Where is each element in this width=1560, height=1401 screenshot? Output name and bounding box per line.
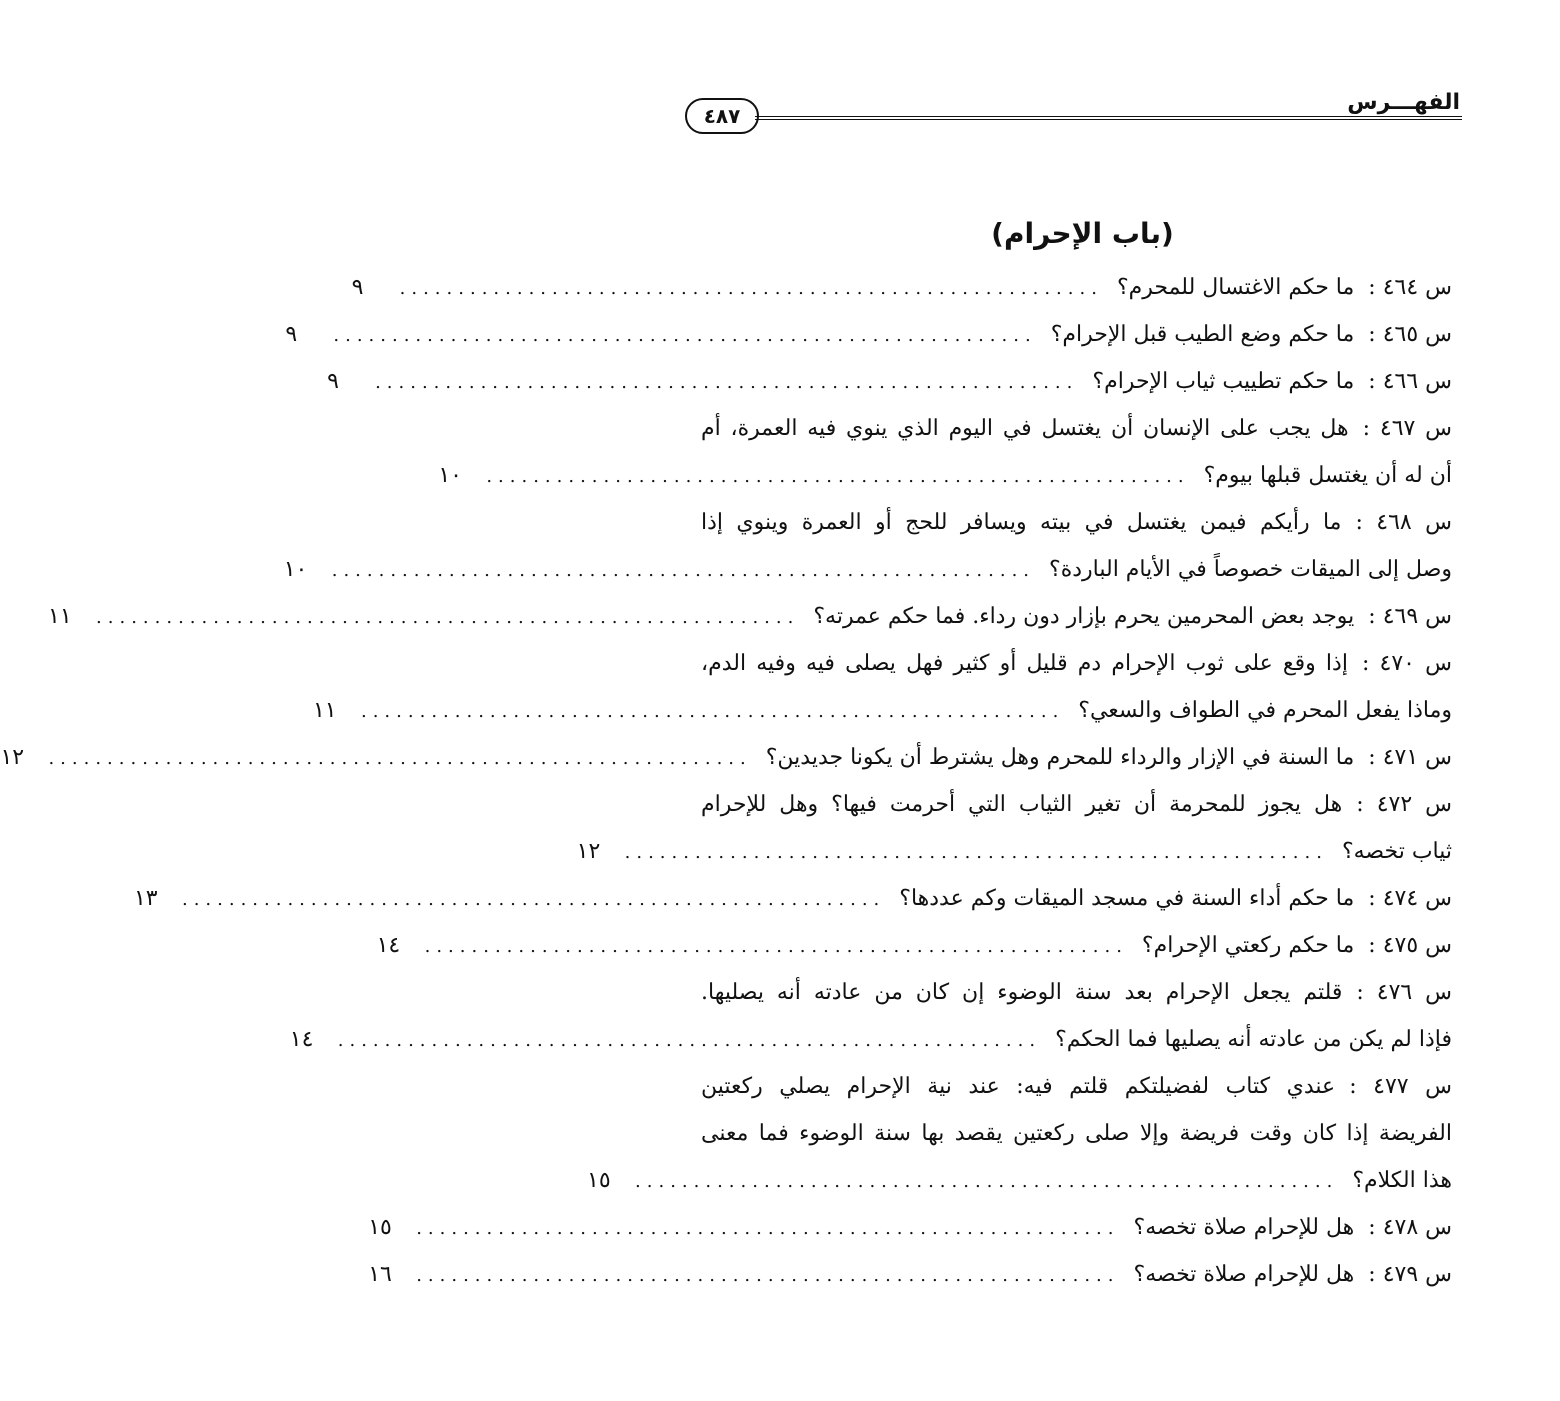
index-line xyxy=(368,1204,1452,1251)
question-number: س ٤٧٦ : xyxy=(1356,980,1453,1005)
index-line xyxy=(327,358,1452,405)
page-reference: ٩ xyxy=(327,369,339,394)
index-line xyxy=(312,687,1452,734)
dot-leader: ............................................................ xyxy=(416,1265,1120,1286)
question-text: هل للإحرام صلاة تخصه؟ xyxy=(1133,1215,1355,1240)
question-number: س ٤٧٧ : xyxy=(1349,1074,1452,1099)
question-text: هل يجب على الإنسان أن يغتسل في اليوم الذي ينوي فيه العمرة، أم xyxy=(701,416,1349,441)
index-line xyxy=(285,311,1452,358)
question-number: س ٤٦٨ : xyxy=(1355,510,1453,535)
dot-leader: ............................................................ xyxy=(635,1171,1339,1192)
dot-leader: ............................................................ xyxy=(624,842,1328,863)
question-text: ما السنة في الإزار والرداء للمحرم وهل يشترط أن يكونا جديدين؟ xyxy=(765,745,1355,770)
question-text: عندي كتاب لفضيلتكم قلتم فيه: عند نية الإحرام يصلي ركعتين xyxy=(701,1074,1336,1099)
dot-leader: ............................................................ xyxy=(181,889,886,910)
question-text: وصل إلى الميقات خصوصاً في الأيام الباردة؟ xyxy=(1049,557,1452,582)
question-number: س ٤٧٤ : xyxy=(1368,886,1452,911)
dot-leader: ............................................................ xyxy=(399,278,1103,299)
question-number: س ٤٧٥ : xyxy=(1368,933,1452,958)
page-reference: ١٦ xyxy=(368,1262,392,1287)
page-reference: ١٥ xyxy=(368,1215,392,1240)
question-number: س ٤٧٠ : xyxy=(1361,651,1452,676)
index-line xyxy=(701,969,1452,1016)
question-number: س ٤٦٥ : xyxy=(1368,322,1452,347)
dot-leader: ............................................................ xyxy=(331,560,1036,581)
dot-leader: ............................................................ xyxy=(337,1030,1042,1051)
question-number: س ٤٧٢ : xyxy=(1356,792,1452,817)
question-text: ما حكم الاغتسال للمحرم؟ xyxy=(1116,275,1355,300)
index-line xyxy=(438,452,1452,499)
index-line xyxy=(376,922,1452,969)
index-line xyxy=(289,1016,1452,1063)
question-text: ما حكم ركعتي الإحرام؟ xyxy=(1141,933,1355,958)
question-text: الفريضة إذا كان وقت فريضة وإلا صلى ركعتين يقصد بها سنة الوضوء فما معنى xyxy=(701,1121,1452,1146)
page-reference: ٩ xyxy=(285,322,298,347)
question-number: س ٤٦٩ : xyxy=(1368,604,1452,629)
question-text: ثياب تخصه؟ xyxy=(1341,839,1452,864)
question-number: س ٤٧٩ : xyxy=(1368,1262,1452,1287)
page-reference: ١٠ xyxy=(438,463,462,488)
index-line xyxy=(133,875,1452,922)
index-line xyxy=(283,546,1452,593)
page-reference: ٩ xyxy=(351,275,364,300)
question-number: س ٤٦٤ : xyxy=(1368,275,1452,300)
question-text: هذا الكلام؟ xyxy=(1352,1168,1452,1193)
index-line xyxy=(587,1157,1452,1204)
question-text: ما رأيكم فيمن يغتسل في بيته ويسافر للحج أو العمرة وينوي إذا xyxy=(701,510,1342,535)
question-number: س ٤٧١ : xyxy=(1368,745,1452,770)
dot-leader: ............................................................ xyxy=(96,607,800,628)
question-text: ما حكم تطييب ثياب الإحرام؟ xyxy=(1092,369,1355,394)
page-reference: ١٢ xyxy=(0,745,25,770)
question-text: هل للإحرام صلاة تخصه؟ xyxy=(1133,1262,1355,1287)
page-reference: ١٣ xyxy=(133,886,158,911)
index-entries xyxy=(0,264,1453,1298)
question-text: وماذا يفعل المحرم في الطواف والسعي؟ xyxy=(1078,698,1452,723)
index-line xyxy=(0,734,1452,781)
header-double-rule xyxy=(755,116,1462,120)
page-number-badge: ٤٨٧ xyxy=(685,98,759,134)
dot-leader: ............................................................ xyxy=(48,748,752,769)
page-reference: ١١ xyxy=(312,698,337,723)
question-text: أن له أن يغتسل قبلها بيوم؟ xyxy=(1203,463,1452,488)
index-line xyxy=(351,264,1452,311)
question-text: يوجد بعض المحرمين يحرم بإزار دون رداء. فما حكم عمرته؟ xyxy=(813,604,1355,629)
page-reference: ١١ xyxy=(48,604,72,629)
dot-leader: ............................................................ xyxy=(375,372,1079,393)
index-line xyxy=(576,828,1452,875)
question-text: هل يجوز للمحرمة أن تغير الثياب التي أحرمت فيها؟ وهل للإحرام xyxy=(701,792,1343,817)
question-number: س ٤٦٧ : xyxy=(1362,416,1453,441)
page-reference: ١٥ xyxy=(587,1168,611,1193)
dot-leader: ............................................................ xyxy=(486,466,1190,487)
page-reference: ١٤ xyxy=(376,933,401,958)
page-reference: ١٢ xyxy=(576,839,601,864)
question-text: قلتم يجعل الإحرام بعد سنة الوضوء إن كان من عادته أنه يصليها. xyxy=(701,980,1343,1005)
index-line xyxy=(368,1251,1452,1298)
question-text: فإذا لم يكن من عادته أنه يصليها فما الحكم؟ xyxy=(1055,1027,1452,1052)
index-line xyxy=(701,499,1452,546)
index-line xyxy=(701,781,1452,828)
dot-leader: ............................................................ xyxy=(333,325,1037,346)
dot-leader: ............................................................ xyxy=(424,936,1128,957)
dot-leader: ............................................................ xyxy=(360,701,1065,722)
page-reference: ١٤ xyxy=(289,1027,314,1052)
question-text: إذا وقع على ثوب الإحرام دم قليل أو كثير فهل يصلى فيه وفيه الدم، xyxy=(701,651,1348,676)
index-line xyxy=(701,1110,1452,1157)
index-line xyxy=(701,405,1452,452)
index-line xyxy=(701,1063,1452,1110)
index-line xyxy=(701,640,1452,687)
question-number: س ٤٧٨ : xyxy=(1368,1215,1452,1240)
question-text: ما حكم وضع الطيب قبل الإحرام؟ xyxy=(1050,322,1355,347)
running-header-title: الفهـــرس xyxy=(1347,90,1460,115)
page-reference: ١٠ xyxy=(283,557,308,582)
section-title: (باب الإحرام) xyxy=(991,217,1174,250)
question-number: س ٤٦٦ : xyxy=(1368,369,1452,394)
question-text: ما حكم أداء السنة في مسجد الميقات وكم عددها؟ xyxy=(899,886,1355,911)
index-line xyxy=(48,593,1452,640)
dot-leader: ............................................................ xyxy=(416,1218,1120,1239)
